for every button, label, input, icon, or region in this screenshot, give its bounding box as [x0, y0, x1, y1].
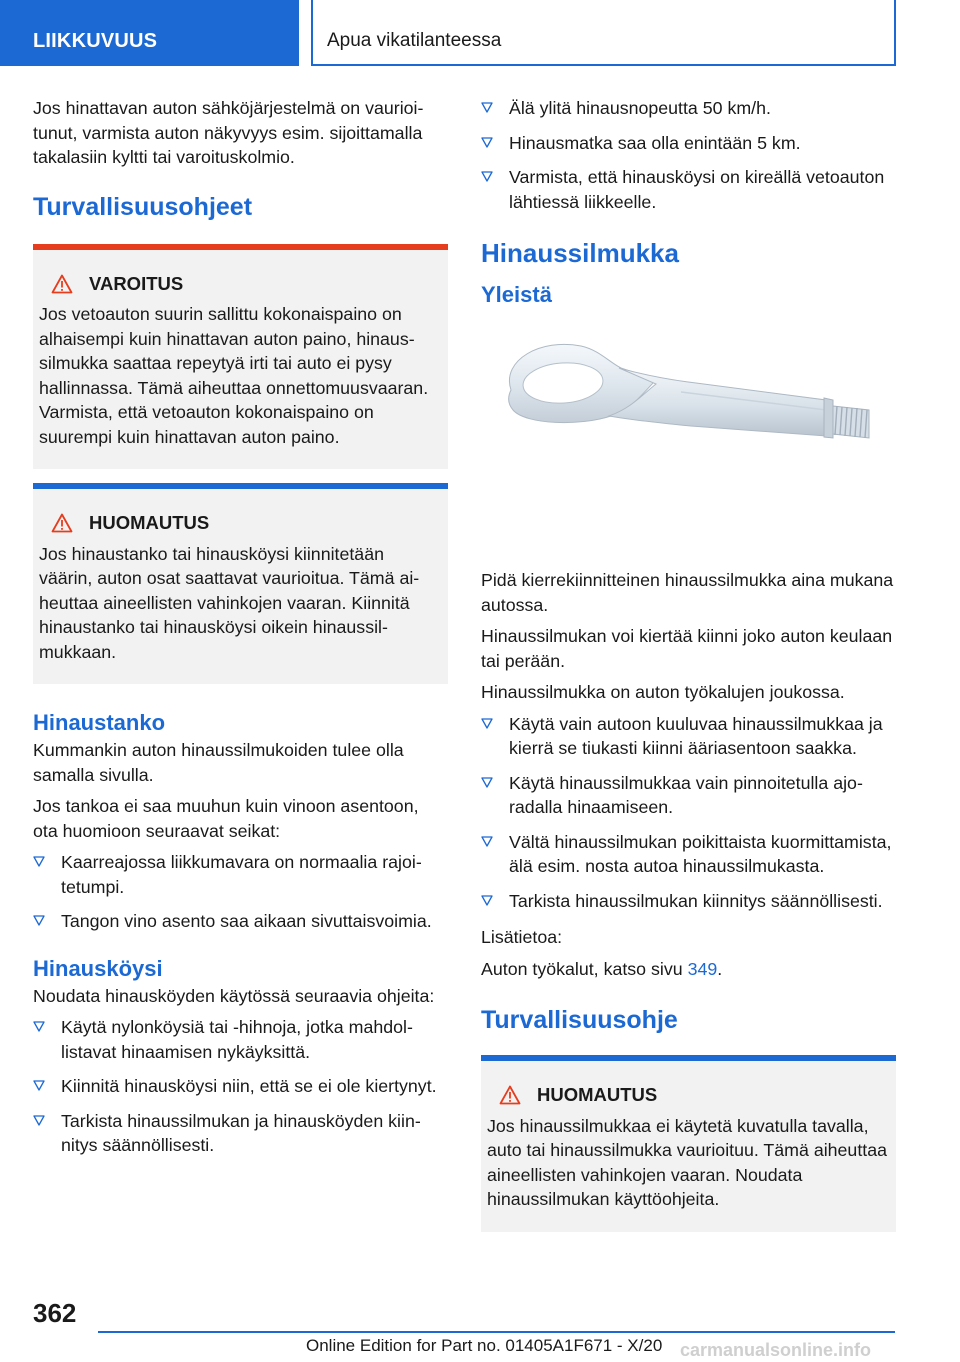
tow-eye-list	[481, 712, 896, 914]
list-item: Tangon vino asento saa aikaan sivuttaisvoimia.	[33, 909, 448, 934]
towing-list	[481, 96, 896, 214]
list-item: Käytä hinaussilmukkaa vain pinnoitetulla ajoradalla hinaamiseen.	[481, 771, 896, 820]
list-item: Tarkista hinaussilmukan kiinnitys säännöllisesti.	[481, 889, 896, 914]
tow-eye-paragraph-3: Hinaussilmukka on auton työkalujen joukossa.	[481, 682, 845, 702]
warning-triangle-icon	[51, 513, 73, 533]
watermark: carmanualsonline.info	[680, 1340, 872, 1360]
bullet-triangle-icon	[481, 718, 493, 729]
bullet-triangle-icon	[33, 915, 45, 926]
left-column	[33, 96, 448, 1168]
list-item: Käytä vain autoon kuuluvaa hinaussilmukkaa ja kierrä se tiukasti kiinni ääriasentoon saakka.	[481, 712, 896, 761]
page-number: 362	[33, 1298, 77, 1328]
right-column	[481, 96, 896, 1246]
list-item: Tarkista hinaussilmukan ja hinausköyden kiinnitys säännöllisesti.	[33, 1109, 448, 1158]
bullet-triangle-icon	[481, 777, 493, 788]
bullet-triangle-icon	[33, 856, 45, 867]
tow-eye-paragraph-1: Pidä kierrekiinnitteinen hinaussilmukka aina mukana autossa.	[481, 570, 894, 615]
list-item: Kaarreajossa liikkumavara on normaalia rajoitetumpi.	[33, 850, 448, 899]
notice-header	[39, 511, 440, 536]
bullet-triangle-icon	[481, 102, 493, 113]
warning-header	[39, 272, 440, 297]
tow-eye-heading: Hinaussilmukka	[481, 238, 679, 268]
intro-paragraph: Jos hinattavan auton sähköjärjestelmä on vaurioitunut, varmista auton näkyvyys esim. sijoittamalla takalasiin kyltti tai varoituskolmio.	[33, 98, 424, 167]
list-item: Kiinnitä hinausköysi niin, että se ei ole kiertynyt.	[33, 1074, 448, 1099]
page-header	[0, 0, 960, 66]
tow-eye-illustration	[481, 320, 896, 556]
rope-list	[33, 1015, 448, 1158]
towbar-heading: Hinaustanko	[33, 710, 166, 735]
tools-page-link[interactable]: 349	[687, 958, 718, 979]
list-item: Käytä nylonköysiä tai -hihnoja, jotka mahdollistavat hinaamisen nykäyksittä.	[33, 1015, 448, 1064]
bullet-triangle-icon	[481, 895, 493, 906]
list-item: Vältä hinaussilmukan poikittaista kuormittamista, älä esim. nosta autoa hinaussilmukasta.	[481, 830, 896, 879]
bullet-triangle-icon	[481, 137, 493, 148]
notice-text: Jos hinaustanko tai hinausköysi kiinnitetään väärin, auton osat saattavat vaurioitua. Tämä aiheuttaa aineellisten vahinkojen vaaran. Kiinnitä hinaustanko tai hinausköysi oikein hinaussilmukkaan.	[39, 543, 420, 662]
rope-heading: Hinausköysi	[33, 955, 163, 981]
tow-eye-notice-header	[487, 1083, 888, 1108]
list-item: Hinausmatka saa olla enintään 5 km.	[481, 131, 896, 156]
warning-title: VAROITUS	[89, 272, 184, 294]
tools-reference: Auton työkalut, katso sivu 349.	[481, 958, 723, 979]
warning-triangle-icon	[499, 1085, 521, 1105]
bullet-triangle-icon	[33, 1080, 45, 1091]
warning-triangle-icon	[51, 274, 73, 294]
rope-paragraph: Noudata hinausköyden käytössä seuraavia ohjeita:	[33, 985, 435, 1006]
notice-title: HUOMAUTUS	[89, 512, 210, 533]
notice-box	[33, 483, 448, 684]
tow-eye-notice-title: HUOMAUTUS	[537, 1084, 658, 1105]
list-item: Älä ylitä hinausnopeutta 50 km/h.	[481, 96, 896, 121]
more-info-label: Lisätietoa:	[481, 927, 563, 947]
tow-eye-illustration-svg	[481, 320, 896, 556]
tow-eye-safety-heading: Turvallisuusohje	[481, 1006, 678, 1034]
bullet-triangle-icon	[33, 1115, 45, 1126]
list-item: Varmista, että hinausköysi on kireällä vetoauton lähtiessä liikkeelle.	[481, 165, 896, 214]
tow-eye-notice-text: Jos hinaussilmukkaa ei käytetä kuvatulla tavalla, auto tai hinaussilmukka vaurioituu. Tämä aiheuttaa aineellisten vahinkojen vaaran. Noudata hinaussilmukan käyttöohjeita.	[487, 1115, 887, 1209]
general-heading: Yleistä	[481, 282, 552, 307]
subsection-tab: Apua vikatilanteessa	[311, 0, 896, 66]
warning-box	[33, 244, 448, 470]
warning-text: Jos vetoauton suurin sallittu kokonaispaino on alhaisempi kuin hinattavan auton paino, hinaussilmukka saattaa repeytyä irti tai auto ei pysy hallinnassa. Tämä aiheuttaa onnettomuusvaaran. Varmista, että vetoauton kokonaispaino on suurempi kuin hinattavan auton paino.	[39, 304, 429, 447]
towbar-list	[33, 850, 448, 934]
towbar-paragraph-1: Kummankin auton hinaussilmukoiden tulee olla samalla sivulla.	[33, 740, 404, 785]
bullet-triangle-icon	[481, 171, 493, 182]
tow-eye-paragraph-2: Hinaussilmukan voi kiertää kiinni joko auton keulaan tai perään.	[481, 626, 893, 671]
edition-text: Online Edition for Part no. 01405A1F671 - X/20	[306, 1336, 663, 1355]
tow-eye-notice-box	[481, 1055, 896, 1232]
section-tab: LIIKKUVUUS	[0, 0, 299, 66]
towbar-paragraph-2: Jos tankoa ei saa muuhun kuin vinoon asentoon, ota huomioon seuraavat seikat:	[33, 796, 419, 841]
footer-divider	[98, 1331, 895, 1333]
bullet-triangle-icon	[481, 836, 493, 847]
safety-heading: Turvallisuusohjeet	[33, 192, 253, 221]
bullet-triangle-icon	[33, 1021, 45, 1032]
